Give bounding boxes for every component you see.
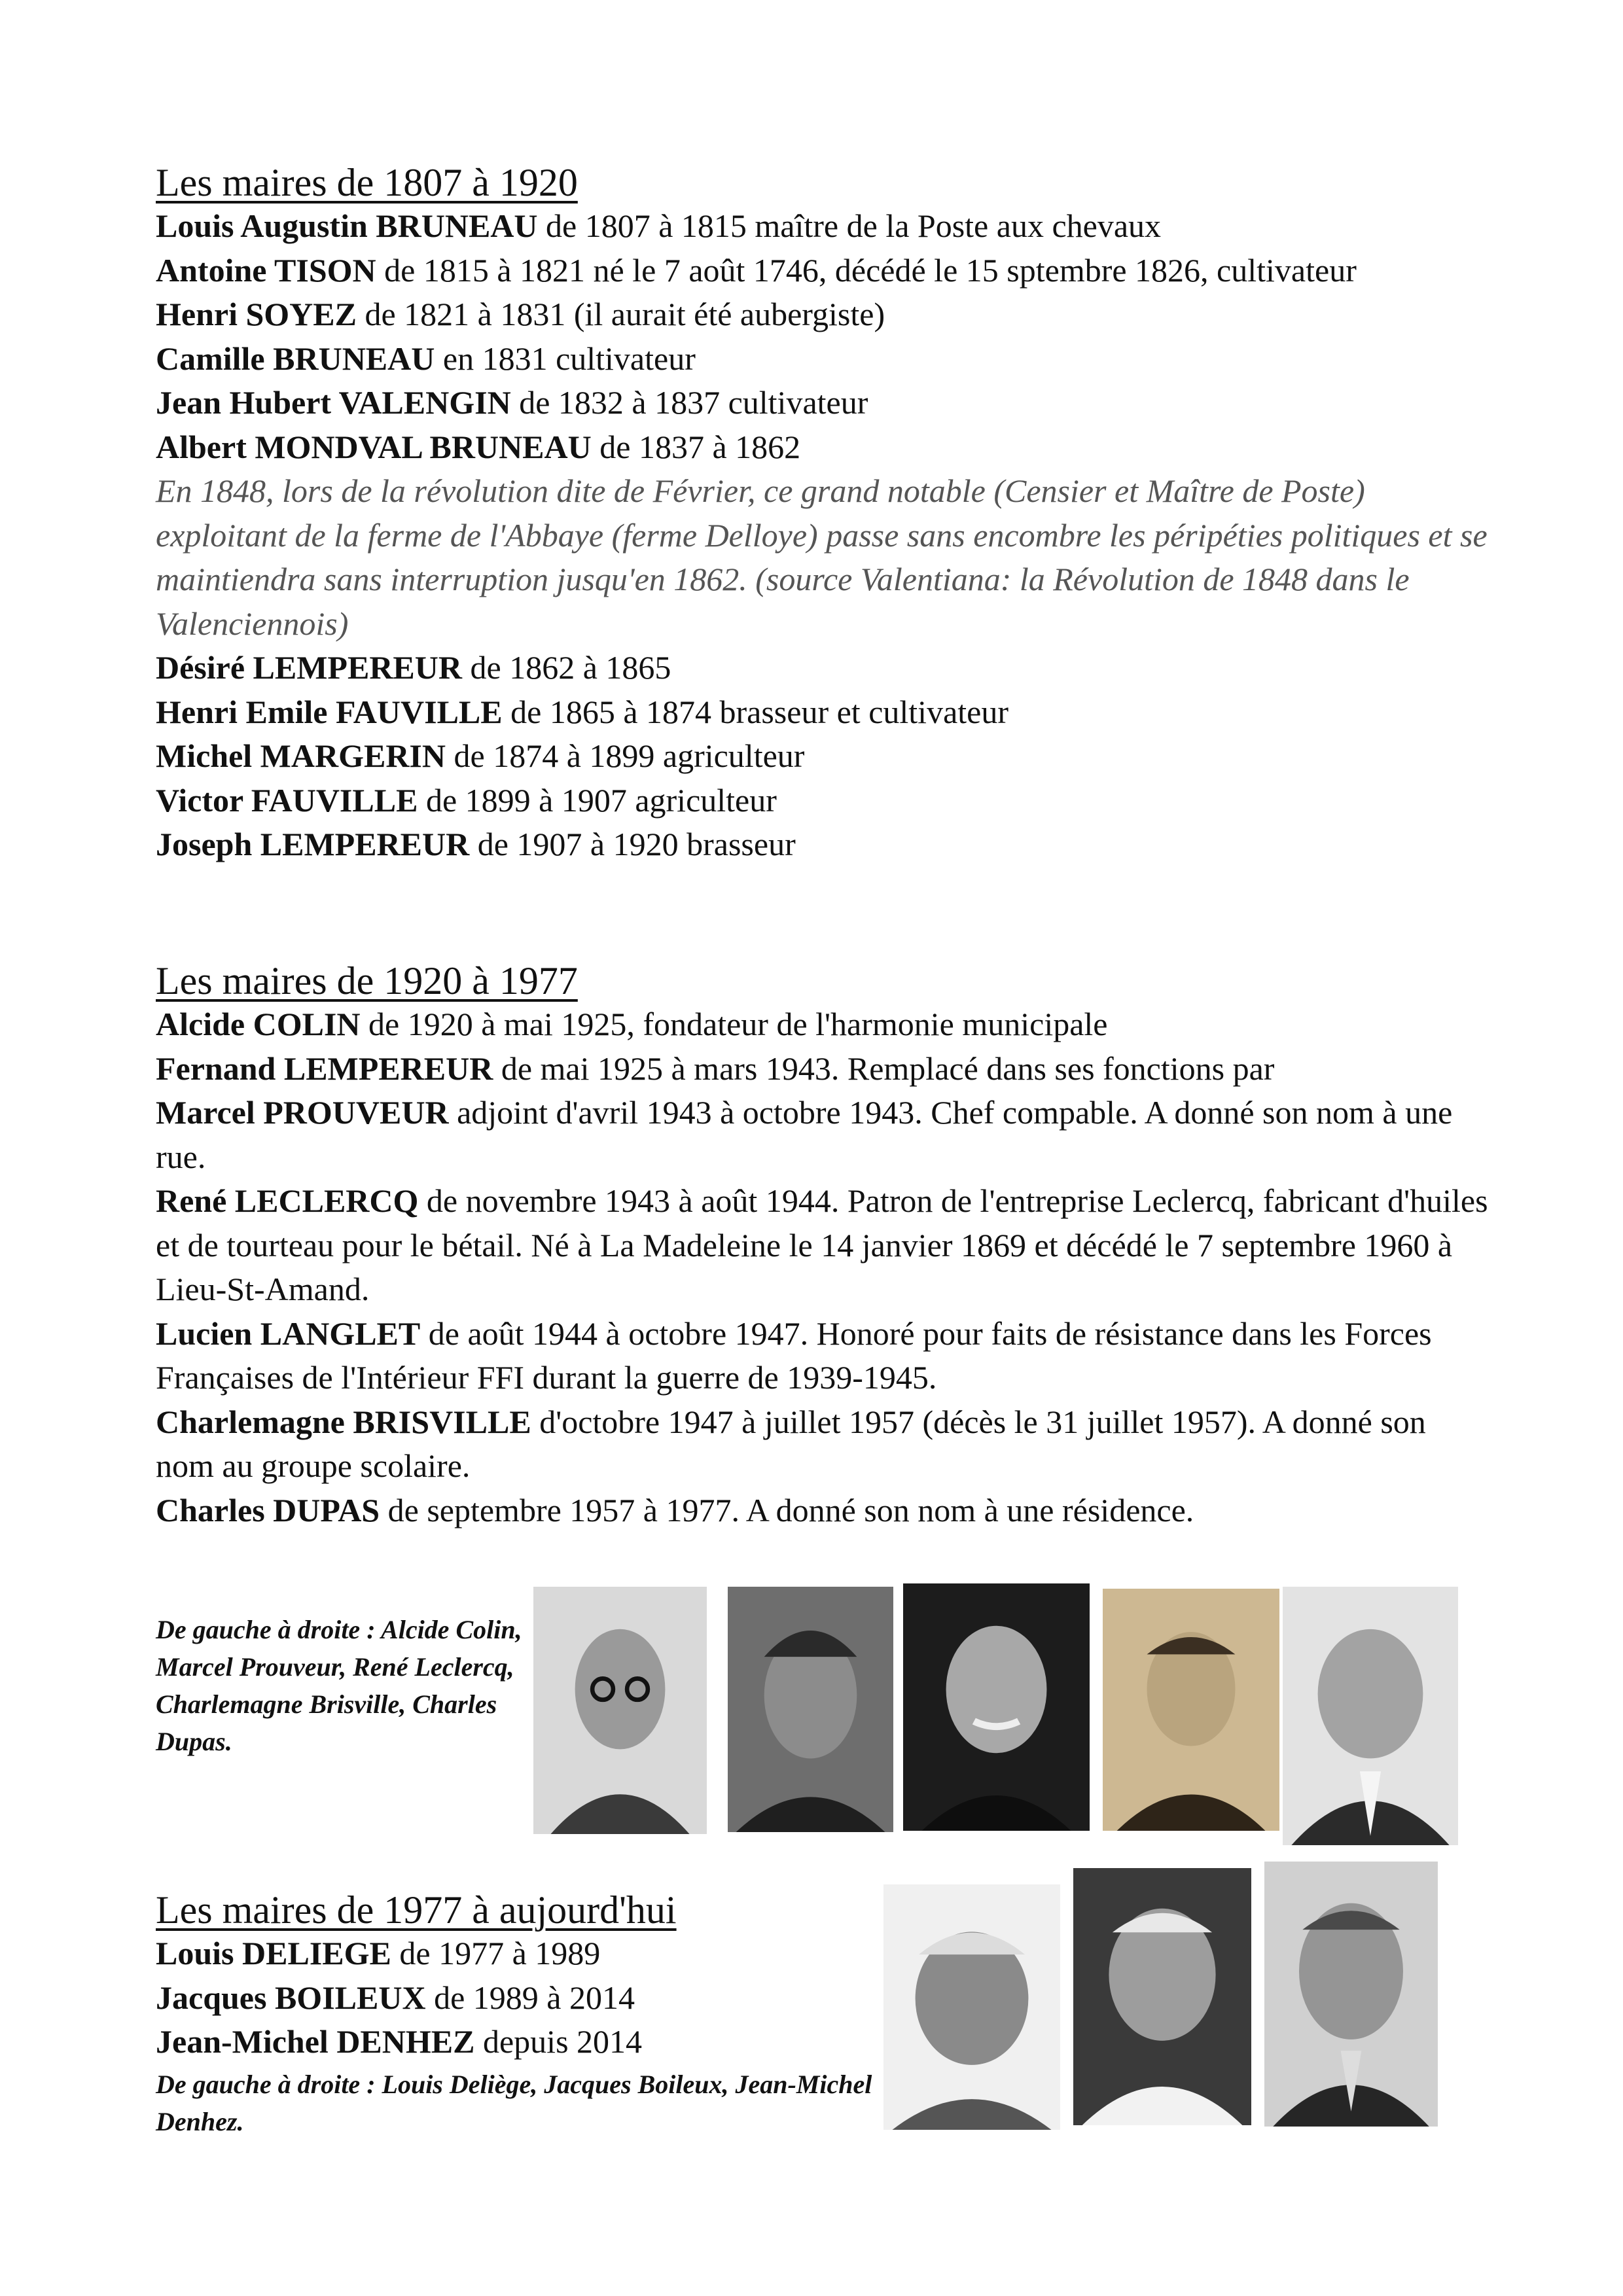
mayor-detail: de 1837 à 1862 <box>591 428 801 465</box>
mayor-entry <box>156 1091 1491 1179</box>
mayor-entry <box>156 1002 1491 1047</box>
portrait-photo-jacques-boileux <box>1073 1868 1251 2125</box>
mayor-entry <box>156 2020 876 2064</box>
mayor-entry <box>156 1179 1491 1312</box>
mayor-detail: adjoint d'avril 1943 à octobre 1943. Chef compable. A donné son nom à une rue. <box>156 1094 1453 1175</box>
mayor-name: Alcide COLIN <box>156 1006 361 1042</box>
mayor-detail: de 1807 à 1815 maître de la Poste aux chevaux <box>537 207 1162 244</box>
mayor-name: Marcel PROUVEUR <box>156 1094 449 1131</box>
mayor-entry <box>156 690 1491 735</box>
mayor-entry <box>156 1489 1491 1533</box>
mayor-entry <box>156 204 1491 249</box>
mayor-entry <box>156 779 1491 823</box>
mayor-name: Henri Emile FAUVILLE <box>156 693 503 730</box>
mayor-entry <box>156 1400 1491 1489</box>
historical-note: En 1848, lors de la révolution dite de Février, ce grand notable (Censier et Maître de Poste) exploitant de la ferme de l'Abbaye (ferme Delloye) passe sans encombre les péripéties politiques et se maintiendra sans interruption jusqu'en 1862. (source Valentiana: la Révolution de 1848 dans le Valenciennois) <box>156 472 1488 642</box>
mayor-entry <box>156 1932 876 1976</box>
mayor-detail: de 1874 à 1899 agriculteur <box>446 737 805 774</box>
mayor-detail: de mai 1925 à mars 1943. Remplacé dans ses fonctions par <box>493 1050 1275 1087</box>
portrait-photo-charles-dupas <box>1283 1587 1458 1845</box>
photo-caption-1977-today: De gauche à droite : Louis Deliège, Jacques Boileux, Jean-Michel Denhez. <box>156 2069 872 2136</box>
mayor-detail: de novembre 1943 à août 1944. Patron de l'entreprise Leclercq, fabricant d'huiles et de tourteau pour le bétail. Né à La Madeleine le 14 janvier 1869 et décédé le 7 septembre 1960 à Lieu-St-Amand. <box>156 1182 1488 1307</box>
mayor-detail: en 1831 cultivateur <box>435 340 696 377</box>
mayor-detail: de 1821 à 1831 (il aurait été aubergiste) <box>356 296 885 332</box>
mayor-detail: de 1862 à 1865 <box>462 649 671 686</box>
mayor-entry <box>156 249 1491 293</box>
mayor-detail: de 1815 à 1821 né le 7 août 1746, décédé le 15 sptembre 1826, cultivateur <box>376 251 1357 289</box>
mayor-name: René LECLERCQ <box>156 1182 419 1219</box>
section-1807-1920 <box>156 157 1491 867</box>
mayor-detail: de 1920 à mai 1925, fondateur de l'harmonie municipale <box>360 1006 1108 1042</box>
portrait-photo-marcel-prouveur <box>728 1587 893 1832</box>
mayor-detail: depuis 2014 <box>474 2023 643 2060</box>
mayor-name: Jean-Michel DENHEZ <box>156 2023 475 2060</box>
section-title: Les maires de 1920 à 1977 <box>156 959 578 1002</box>
mayor-name: Joseph LEMPEREUR <box>156 826 470 862</box>
mayor-detail: de 1907 à 1920 brasseur <box>469 826 796 862</box>
mayor-detail: d'octobre 1947 à juillet 1957 (décès le 31 juillet 1957). A donné son nom au groupe scolaire. <box>156 1403 1426 1484</box>
section-title: Les maires de 1807 à 1920 <box>156 161 578 204</box>
section-title: Les maires de 1977 à aujourd'hui <box>156 1888 677 1932</box>
mayor-name: Jean Hubert VALENGIN <box>156 384 511 421</box>
mayor-name: Jacques BOILEUX <box>156 1979 426 2016</box>
mayor-detail: de 1989 à 2014 <box>425 1979 635 2016</box>
portrait-photo-louis-deliege <box>883 1884 1060 2130</box>
mayor-name: Lucien LANGLET <box>156 1315 421 1352</box>
mayor-entry <box>156 1312 1491 1400</box>
mayor-name: Henri SOYEZ <box>156 296 357 332</box>
mayor-entry <box>156 646 1491 690</box>
mayor-entry <box>156 1976 876 2021</box>
mayor-entry <box>156 1047 1491 1091</box>
mayor-name: Camille BRUNEAU <box>156 340 435 377</box>
mayor-detail: de 1899 à 1907 agriculteur <box>418 781 777 819</box>
mayor-name: Albert MONDVAL BRUNEAU <box>156 428 592 465</box>
mayor-entry <box>156 734 1491 779</box>
photo-caption-1920-1977: De gauche à droite : Alcide Colin, Marcel Prouveur, René Leclercq, Charlemagne Brisville, Charles Dupas. <box>156 1615 522 1756</box>
mayor-detail: de 1865 à 1874 brasseur et cultivateur <box>502 693 1008 730</box>
mayor-entry <box>156 337 1491 381</box>
mayor-detail: de septembre 1957 à 1977. A donné son nom à une résidence. <box>380 1491 1194 1528</box>
mayor-name: Antoine TISON <box>156 251 376 289</box>
mayor-name: Désiré LEMPEREUR <box>156 649 462 686</box>
mayor-name: Louis Augustin BRUNEAU <box>156 207 538 244</box>
portrait-photo-rene-leclercq <box>903 1583 1090 1831</box>
mayor-detail: de 1977 à 1989 <box>391 1935 601 1971</box>
mayor-detail: de août 1944 à octobre 1947. Honoré pour faits de résistance dans les Forces Françaises de l'Intérieur FFI durant la guerre de 1939-1945. <box>156 1315 1432 1396</box>
mayor-detail: de 1832 à 1837 cultivateur <box>510 384 868 421</box>
mayor-entry <box>156 292 1491 337</box>
section-1920-1977 <box>156 955 1491 1532</box>
mayor-name: Fernand LEMPEREUR <box>156 1050 493 1087</box>
mayor-entry <box>156 381 1491 425</box>
mayor-entry <box>156 425 1491 470</box>
mayor-name: Louis DELIEGE <box>156 1935 391 1971</box>
mayor-name: Victor FAUVILLE <box>156 781 418 819</box>
mayor-entry <box>156 822 1491 867</box>
section-1977-today <box>156 1884 876 2140</box>
mayor-name: Michel MARGERIN <box>156 737 446 774</box>
mayor-name: Charlemagne BRISVILLE <box>156 1403 531 1440</box>
portrait-photo-charlemagne-brisville <box>1103 1589 1279 1831</box>
portrait-photo-jean-michel-denhez <box>1264 1862 1438 2127</box>
mayor-name: Charles DUPAS <box>156 1491 380 1528</box>
portrait-photo-alcide-colin <box>533 1587 707 1834</box>
